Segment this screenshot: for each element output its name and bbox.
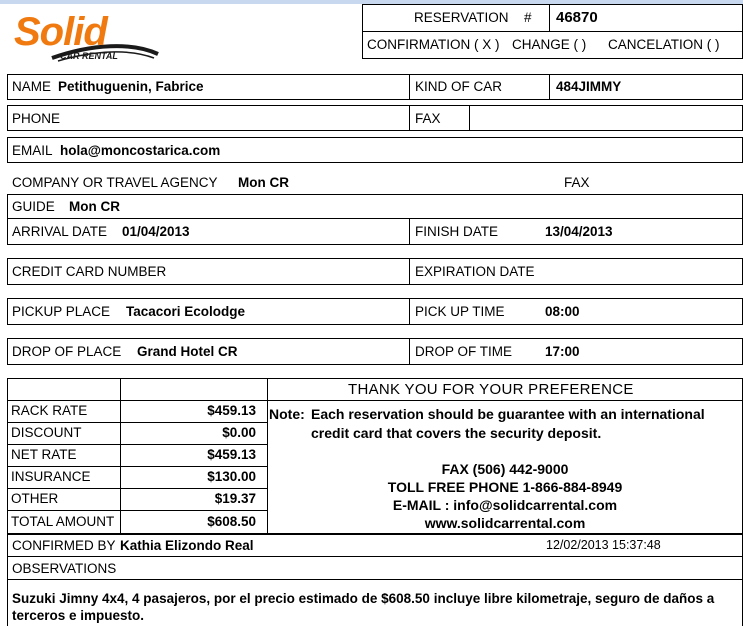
total-amount-value: $608.50 [207,514,256,529]
drop-place-value: Grand Hotel CR [137,344,238,359]
arrival-date-value: 01/04/2013 [122,224,190,239]
drop-time-value: 17:00 [545,344,580,359]
table-row [7,400,268,423]
note-line-1: Each reservation should be guarantee with an international [311,406,705,422]
pickup-row [7,298,743,325]
expiration-date-label: EXPIRATION DATE [415,264,535,279]
arrival-date-label: ARRIVAL DATE [12,224,108,239]
kind-of-car-value: 484JIMMY [556,79,622,94]
guide-value: Mon CR [69,199,120,214]
other-value: $19.37 [214,491,256,506]
contact-fax: FAX (506) 442-9000 [441,461,569,477]
finish-date-label: FINISH DATE [415,224,499,239]
confirmed-by-label: CONFIRMED BY [12,538,116,553]
company-logo [12,10,162,70]
contact-email: E-MAIL : info@solidcarrental.com [392,497,618,513]
insurance-label: INSURANCE [11,469,91,484]
discount-label: DISCOUNT [11,425,82,440]
finish-date-value: 13/04/2013 [545,224,613,239]
pickup-place-label: PICKUP PLACE [12,304,111,319]
cancelation-status: CANCELATION ( ) [608,37,720,52]
pickup-place-value: Tacacori Ecolodge [126,304,246,319]
insurance-value: $130.00 [207,469,256,484]
reservation-label: RESERVATION [414,10,509,25]
credit-card-label: CREDIT CARD NUMBER [12,264,167,279]
company-fax-label: FAX [564,175,590,190]
note-line-2: credit card that covers the security deposit. [311,425,602,441]
email-value: hola@moncostarica.com [60,143,221,158]
reservation-number: 46870 [556,9,598,26]
confirmation-timestamp: 12/02/2013 15:37:48 [546,538,661,552]
table-row [7,444,268,467]
company-value: Mon CR [238,175,289,190]
total-amount-label: TOTAL AMOUNT [11,514,115,529]
kind-of-car-label: KIND OF CAR [415,79,503,94]
company-label: COMPANY OR TRAVEL AGENCY [12,175,218,190]
rates-table [7,400,268,534]
net-rate-value: $459.13 [207,447,256,462]
name-label: NAME [12,79,52,94]
discount-value: $0.00 [222,425,256,440]
email-label: EMAIL [12,143,53,158]
net-rate-label: NET RATE [11,447,77,462]
drop-time-label: DROP OF TIME [415,344,513,359]
other-label: OTHER [11,491,59,506]
logo-subtext: CAR RENTAL [60,51,118,61]
contact-website: www.solidcarrental.com [424,515,586,531]
pickup-time-value: 08:00 [545,304,580,319]
rack-rate-value: $459.13 [207,403,256,418]
name-value: Petithuguenin, Fabrice [58,79,204,94]
confirmation-status: CONFIRMATION ( X ) [367,37,500,52]
note-label: Note: [269,406,305,422]
contact-toll-free: TOLL FREE PHONE 1-866-884-8949 [387,479,623,495]
observations-text: Suzuki Jimny 4x4, 4 pasajeros, por el precio estimado de $608.50 incluye libre kilometraje, seguro de daños a terceros e impuesto. [12,591,715,623]
table-row [7,488,268,511]
table-row [7,466,268,489]
observations-label: OBSERVATIONS [12,561,117,576]
guide-label: GUIDE [12,199,55,214]
rack-rate-label: RACK RATE [11,403,88,418]
table-row [7,510,268,534]
table-row [7,422,268,445]
phone-label: PHONE [12,111,61,126]
change-status: CHANGE ( ) [512,37,587,52]
drop-place-label: DROP OF PLACE [12,344,122,359]
phone-row [7,105,743,131]
thank-you-heading: THANK YOU FOR YOUR PREFERENCE [348,381,634,398]
pickup-time-label: PICK UP TIME [415,304,505,319]
reservation-hash: # [524,10,532,25]
logo-text: Solid [14,10,107,54]
fax-label: FAX [415,111,441,126]
confirmed-by-value: Kathia Elizondo Real [120,538,254,553]
